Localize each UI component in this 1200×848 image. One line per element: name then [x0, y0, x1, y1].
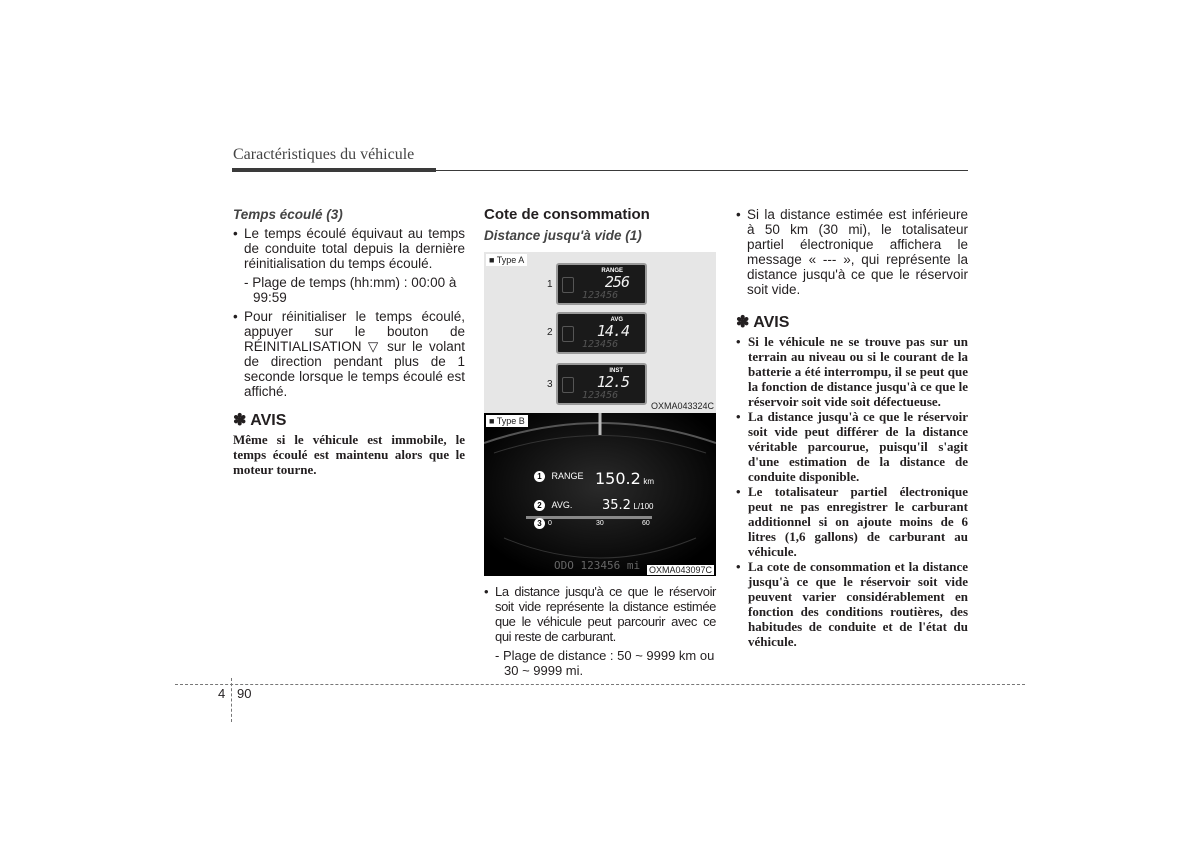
- callout-number: 2: [534, 500, 545, 511]
- scale-60: 60: [642, 520, 650, 527]
- figure-type-b: [484, 413, 716, 576]
- scale-row: [534, 518, 545, 529]
- column-2: [484, 207, 716, 247]
- avis-item: • Le totalisateur partiel électronique peut ne pas enregistrer le carburant additionnel si on ajoute moins de 6 litres (1,6 gallons) de carburant au véhicule.: [736, 484, 968, 559]
- scale-30: 30: [596, 520, 604, 527]
- bullet-temps-ecoule-definition: • Le temps écoulé équivaut au temps de conduite total depuis la dernière réinitialisation du temps écoulé.: [233, 226, 465, 271]
- page-number: 90: [237, 686, 252, 701]
- avg-unit: L/100: [633, 502, 654, 511]
- subheading-distance-vide: Distance jusqu'à vide (1): [484, 228, 642, 243]
- cluster-background: [484, 413, 716, 576]
- dash-plage-distance: [484, 648, 716, 678]
- footer-divider: [231, 678, 232, 722]
- callout-number: 2: [547, 327, 553, 338]
- bullet-distance-inferieure: • Si la distance estimée est inférieure à 50 km (30 mi), le totalisateur partiel électronique affichera le message « --- », qui représente la distance jusqu'à ce que le réservoir soit vide.: [736, 207, 968, 297]
- header-rule-thin: [436, 170, 968, 171]
- range-value: 150.2: [595, 469, 641, 488]
- lcd-display-range: [556, 263, 647, 305]
- avis-text: Même si le véhicule est immobile, le temps écoulé est maintenu alors que le moteur tourne.: [233, 432, 465, 477]
- avis-list: [736, 334, 968, 649]
- odometer-value: 123456: [582, 390, 619, 401]
- dash-plage-temps: [233, 275, 465, 305]
- figure-label: ■ Type A: [486, 254, 527, 266]
- figure-type-a: [484, 252, 716, 413]
- figure-label: ■ Type B: [486, 415, 528, 427]
- range-row: [534, 471, 584, 482]
- lcd-display-inst: [556, 363, 647, 405]
- fuel-icon: [562, 277, 574, 293]
- header-rule-thick: [232, 168, 436, 172]
- bullet-distance-definition: • La distance jusqu'à ce que le réservoir soit vide représente la distance estimée que le véhicule peut parcourir avec ce qui reste de carburant.: [484, 584, 716, 644]
- figure-code: OXMA043097C: [648, 565, 712, 575]
- display-tag: AVG: [610, 317, 623, 323]
- figure-code: OXMA043324C: [650, 401, 714, 411]
- callout-number: 1: [547, 279, 553, 290]
- subheading-temps-ecoule: Temps écoulé (3): [233, 207, 343, 222]
- avis-heading: ✽ AVIS: [736, 314, 790, 331]
- avg-value-row: [602, 498, 654, 513]
- avg-row: [534, 500, 572, 511]
- odometer-value: 123456: [582, 290, 619, 301]
- fuel-icon: [562, 377, 574, 393]
- display-value: 14.4: [596, 322, 629, 340]
- footer-rule: [175, 684, 1025, 685]
- range-value-row: [595, 469, 654, 488]
- column-1: [233, 207, 465, 477]
- dash-plage-distance-text: - Plage de distance : 50 ~ 9999 km ou 30 ~ 9999 mi.: [495, 648, 715, 678]
- callout-number: 1: [534, 471, 545, 482]
- display-value: 12.5: [596, 373, 629, 391]
- display-tag: RANGE: [601, 268, 623, 274]
- odometer-value: 123456: [582, 339, 619, 350]
- range-label: RANGE: [551, 471, 584, 481]
- running-header: Caractéristiques du véhicule: [233, 146, 415, 163]
- chapter-number: 4: [218, 686, 226, 701]
- display-tag: INST: [609, 368, 623, 374]
- section-title: Cote de consommation: [484, 206, 650, 223]
- display-value: 256: [604, 273, 629, 291]
- dash-plage-temps-text: - Plage de temps (hh:mm) : 00:00 à 99:59: [244, 275, 457, 305]
- avis-item: • La cote de consommation et la distance jusqu'à ce que le réservoir soit vide peuvent varier considérablement en fonction des conditions routières, des habitudes de conduite et de l'état du véhicule.: [736, 559, 968, 649]
- column-3: [736, 207, 968, 649]
- odometer-value: ODO 123456 mi: [554, 559, 641, 572]
- avis-item: • La distance jusqu'à ce que le réservoir soit vide peut différer de la distance véritable parcourue, puisqu'il s'agit d'une estimation de la distance de conduite disponible.: [736, 409, 968, 484]
- lcd-display-avg: [556, 312, 647, 354]
- callout-number: 3: [547, 379, 553, 390]
- range-unit: km: [643, 477, 654, 486]
- avg-label: AVG.: [551, 500, 573, 510]
- scale-0: 0: [548, 520, 552, 527]
- fuel-icon: [562, 326, 574, 342]
- column-2-body: [484, 584, 716, 682]
- bullet-reinitialiser: • Pour réinitialiser le temps écoulé, appuyer sur le bouton de RÉINITIALISATION ▽ sur le volant de direction pendant plus de 1 seconde lorsque le temps écoulé est affiché.: [233, 309, 465, 399]
- avis-item: • Si le véhicule ne se trouve pas sur un terrain au niveau ou si le courant de la batterie a été interrompu, il se peut que la fonction de distance jusqu'à ce que le réservoir soit vide soit défectueuse.: [736, 334, 968, 409]
- avg-value: 35.2: [602, 498, 631, 513]
- callout-number: 3: [534, 518, 545, 529]
- avis-heading: ✽ AVIS: [233, 412, 287, 429]
